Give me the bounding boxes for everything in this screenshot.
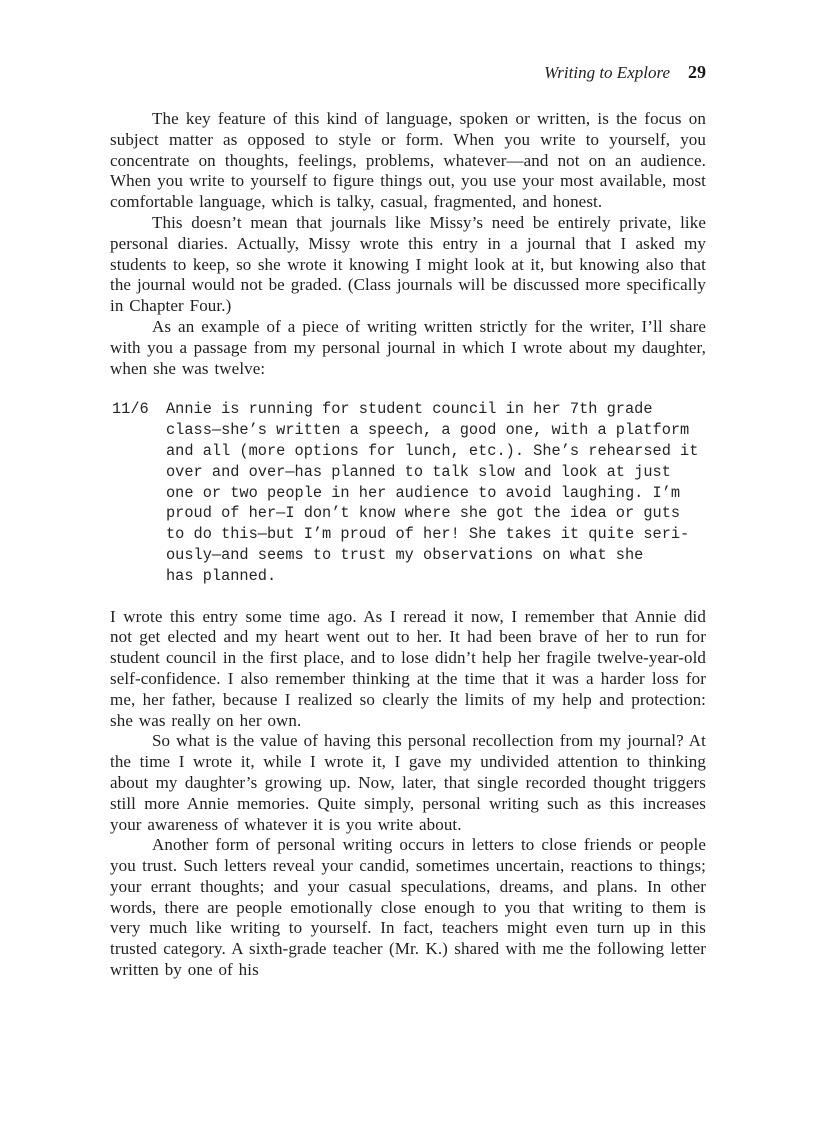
journal-date-label: 11/6 — [112, 400, 149, 419]
running-title: Writing to Explore — [544, 63, 670, 82]
journal-line — [112, 399, 706, 420]
journal-line: has planned. — [166, 566, 277, 585]
paragraph: The key feature of this kind of language, spoken or written, is the focus on subject matter as opposed to style or form. When you write to yourself, you concentrate on thoughts, feelings, problems, whatever—and not on an audience. When you write to yourself to figure things out, you use your most available, most comfortable language, which is talky, casual, fragmented, and honest. — [110, 109, 706, 212]
page-number: 29 — [688, 62, 706, 82]
journal-line: proud of her—I don’t know where she got the idea or guts — [166, 504, 681, 523]
journal-line: one or two people in her audience to avoid laughing. I’m — [166, 483, 681, 502]
paragraph: Another form of personal writing occurs in letters to close friends or people you trust. Such letters reveal your candid, sometimes uncertain, reactions to things; your errant thoughts; and your casual speculations, dreams, and plans. In other words, there are people emotionally close enough to you that writing to them is very much like writing to yourself. In fact, teachers might even turn up in this trusted category. A sixth-grade teacher (Mr. K.) shared with me the following letter written by one of his — [110, 835, 706, 980]
journal-line-text: Annie is running for student council in her 7th grade — [166, 400, 653, 419]
paragraph: I wrote this entry some time ago. As I reread it now, I remember that Annie did not get elected and my heart went out to her. It had been brave of her to run for student council in the first place, and to lose didn’t help her fragile twelve-year-old self-confidence. I also remember thinking at the time that it was a harder loss for me, her father, because I realized so clearly the limits of my help and protection: she was really on her own. — [110, 606, 706, 730]
journal-line: ously—and seems to trust my observations on what she — [166, 545, 644, 564]
journal-line: over and over—has planned to talk slow and look at just — [166, 462, 671, 481]
body-text — [110, 109, 706, 981]
journal-line: class—she’s written a speech, a good one, with a platform — [166, 421, 690, 440]
journal-line: to do this—but I’m proud of her! She takes it quite seri- — [166, 525, 690, 544]
running-header — [110, 62, 706, 84]
journal-line: and all (more options for lunch, etc.). She’s rehearsed it — [166, 441, 699, 460]
journal-entry-blockquote — [112, 399, 706, 586]
paragraph: So what is the value of having this personal recollection from my journal? At the time I wrote it, while I wrote it, I gave my undivided attention to thinking about my daughter’s growing up. Now, later, that single recorded thought triggers still more Annie memories. Quite simply, personal writing such as this increases your awareness of whatever it is you write about. — [110, 731, 706, 834]
paragraph: As an example of a piece of writing written strictly for the writer, I’ll share with you a passage from my personal journal in which I wrote about my daughter, when she was twelve: — [110, 316, 706, 378]
paragraph: This doesn’t mean that journals like Missy’s need be entirely private, like personal diaries. Actually, Missy wrote this entry in a journal that I asked my students to keep, so she wrote it knowing I might look at it, but knowing also that the journal would not be graded. (Class journals will be discussed more specifically in Chapter Four.) — [110, 212, 706, 316]
